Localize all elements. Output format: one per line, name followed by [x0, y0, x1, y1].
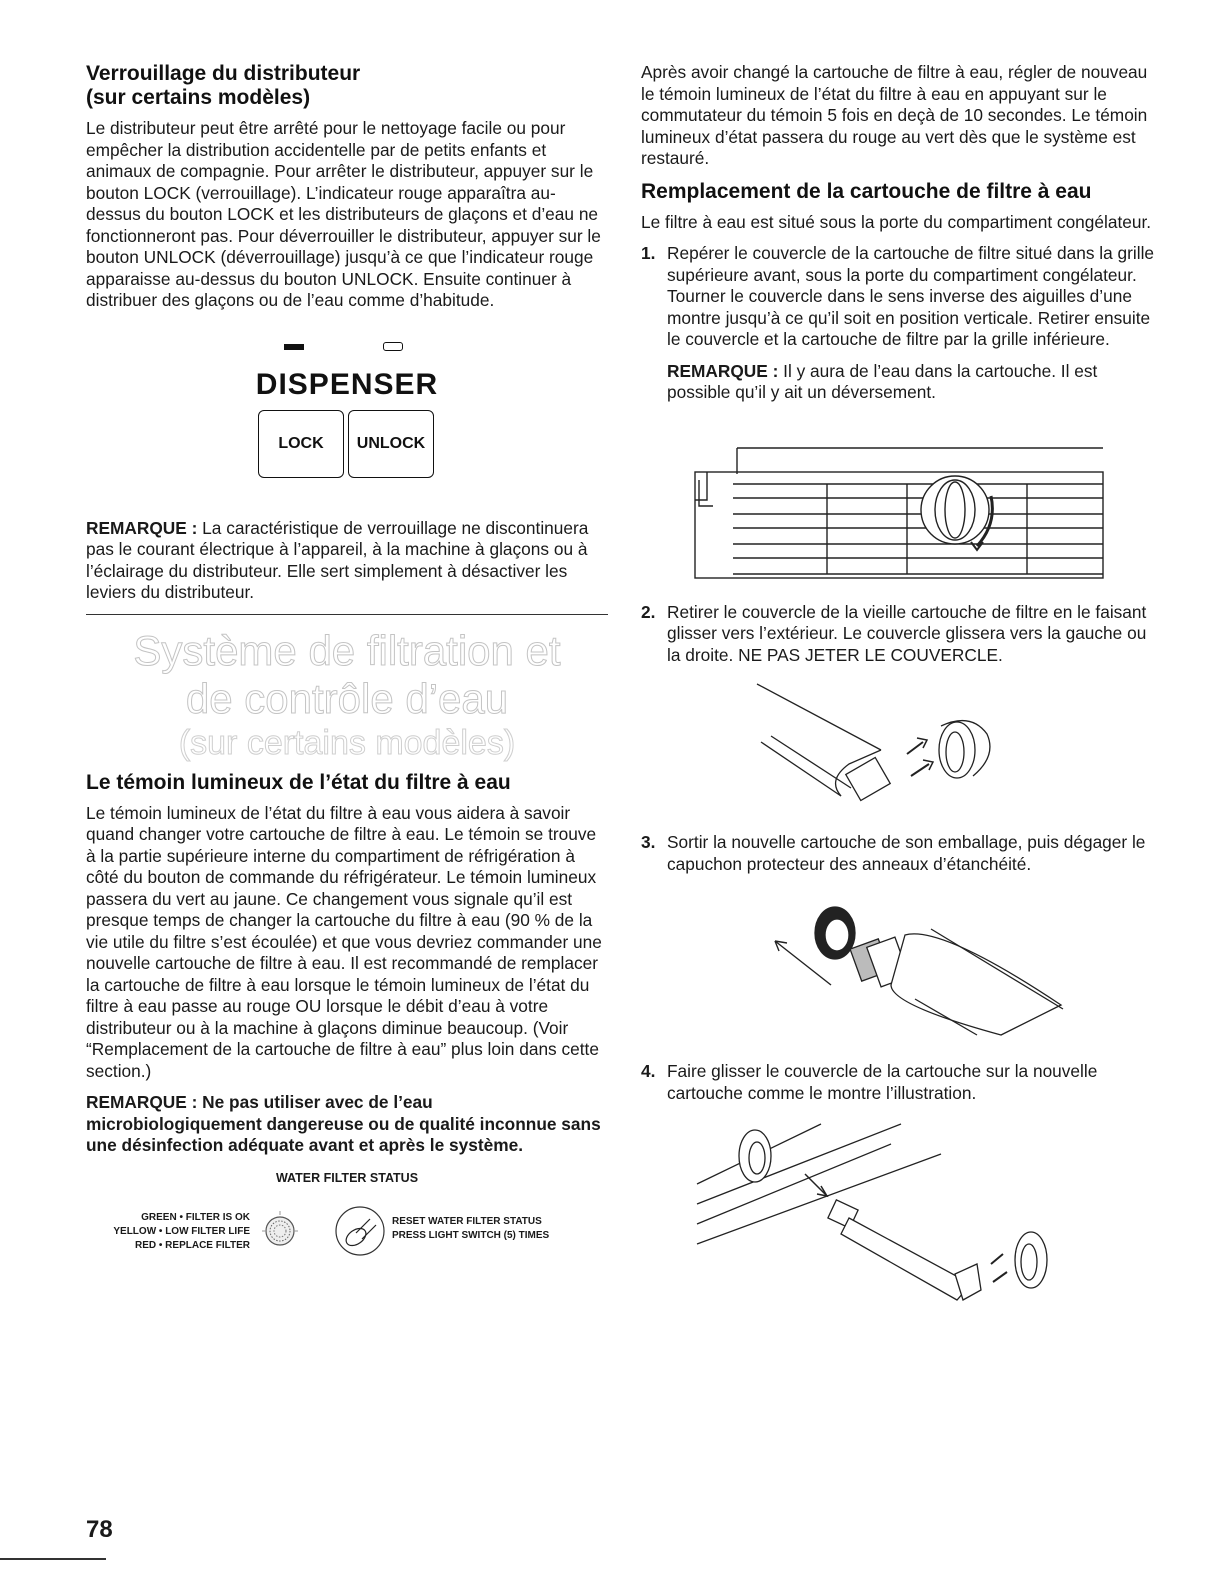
step-number: 3.	[641, 832, 656, 852]
step1-note-label: REMARQUE :	[667, 360, 779, 381]
unlock-indicator-icon	[383, 342, 403, 351]
lock-indicator-icon	[284, 344, 304, 350]
lock-button: LOCK	[258, 410, 344, 478]
replace-intro: Le filtre à eau est situé sous la porte du compartiment congélateur.	[641, 211, 1152, 232]
replace-title: Remplacement de la cartouche de filtre à eau	[641, 179, 1092, 203]
step-4	[641, 1061, 1163, 1104]
remove-cap-illustration	[641, 676, 1163, 820]
lock-note-label: REMARQUE :	[86, 517, 198, 538]
step-1	[641, 243, 1163, 351]
step-2	[641, 602, 1163, 667]
dispenser-panel	[86, 326, 608, 506]
reset-intro: Après avoir changé la cartouche de filtre à eau, régler de nouveau le témoin lumineux de l’état du filtre à eau en appuyant sur le commutateur du témoin 5 fois en deçà de 10 secondes. Le témoin lumineux d’état passera du rouge au vert dès que le système est restauré.	[641, 62, 1148, 168]
legend-yellow: YELLOW • LOW FILTER LIFE	[113, 1225, 250, 1237]
step-3	[641, 832, 1163, 875]
legend-red: RED • REPLACE FILTER	[135, 1239, 250, 1251]
step-number: 1.	[641, 243, 656, 263]
status-body: Le témoin lumineux de l’état du filtre à eau vous aidera à savoir quand changer votre cartouche de filtre à eau. Le témoin se trouve à la partie supérieure interne du compartiment de réfrigération à côté du bouton de commande du réfrigérateur. Le témoin lumineux passera du vert au jaune. Ce changement vous signale qu’il est presque temps de changer la cartouche du filtre à eau (90 % de la vie utile du filtre s’est écoulée) et que vous devriez commander une nouvelle cartouche de filtre à eau. Il est recommandé de remplacer la cartouche de filtre à eau lorsque le témoin lumineux de l’état du filtre à eau passe au rouge OU lorsque le débit d’eau à votre distributeur ou à la machine à glaçons diminue beaucoup. (Voir “Remplacement de la cartouche de filtre à eau” plus loin dans cette section.)	[86, 802, 602, 1081]
reset-line1: RESET WATER FILTER STATUS	[392, 1215, 542, 1227]
page-number: 78	[86, 1516, 113, 1543]
light-switch-icon	[332, 1201, 386, 1259]
lock-note-text: La caractéristique de verrouillage ne discontinuera pas le courant électrique à l’appareil, à la machine à glaçons ou à l’éclairage du distributeur. Elle sert simplement à désactiver les leviers du distributeur.	[86, 517, 589, 602]
dispenser-title: DISPENSER	[255, 367, 439, 401]
water-filter-status-title: WATER FILTER STATUS	[275, 1170, 419, 1185]
replace-steps-cont2	[641, 832, 1163, 875]
legend-green: GREEN • FILTER IS OK	[141, 1211, 250, 1223]
unlock-button: UNLOCK	[348, 410, 434, 478]
system-heading-line3: (sur certains modèles)	[178, 723, 516, 762]
step-number: 4.	[641, 1061, 656, 1081]
install-cap-illustration	[641, 1114, 1163, 1304]
right-column	[641, 62, 1163, 1304]
status-section-title: Le témoin lumineux de l’état du filtre à eau	[86, 770, 511, 794]
replace-steps	[641, 243, 1163, 351]
footer-rule	[0, 1558, 106, 1560]
replace-steps-cont3	[641, 1061, 1163, 1104]
system-heading-line2: de contrôle d’eau	[185, 674, 509, 722]
replace-steps-cont	[641, 602, 1163, 667]
new-cartridge-illustration	[641, 885, 1163, 1045]
lock-title-line2: (sur certains modèles)	[86, 86, 311, 109]
grille-illustration	[641, 414, 1163, 584]
water-filter-status-panel	[86, 1171, 608, 1281]
step-text: Retirer le couvercle de la vieille cartouche de filtre en le faisant glisser vers l’extérieur. Le couvercle glissera vers la gauche ou la droite. NE PAS JETER LE COUVERCLE.	[667, 601, 1147, 665]
lock-note	[86, 518, 608, 604]
step-text: Repérer le couvercle de la cartouche de filtre situé dans la grille supérieure avant, sous la porte du compartiment congélateur. Tourner le couvercle dans le sens inverse des aiguilles d’une montre jusqu’à ce qu’il soit en position verticale. Retirer ensuite le couvercle et la cartouche de filtre par la grille inférieure.	[667, 243, 1155, 349]
reset-line2: PRESS LIGHT SWITCH (5) TIMES	[392, 1229, 550, 1241]
step-text: Faire glisser le couvercle de la cartouche sur la nouvelle cartouche comme le montre l’illustration.	[667, 1061, 1098, 1103]
lock-body: Le distributeur peut être arrêté pour le nettoyage facile ou pour empêcher la distribution accidentelle par de petits enfants et animaux de compagnie. Pour arrêter le distributeur, appuyer sur le bouton LOCK (verrouillage). L’indicateur rouge apparaîtra au-dessus du bouton LOCK et les distributeurs de glaçons et d’eau ne fonctionneront pas. Pour déverrouiller le distributeur, appuyer sur le bouton UNLOCK (déverrouillage) jusqu’à ce que l’indicateur rouge apparaisse au-dessus du bouton UNLOCK. Ensuite continuer à distribuer des glaçons ou de l’eau comme d’habitude.	[86, 118, 601, 310]
reset-instructions	[392, 1215, 549, 1243]
left-column	[86, 62, 608, 1281]
step-number: 2.	[641, 601, 656, 622]
step1-note	[641, 361, 1163, 404]
status-light-icon	[256, 1207, 306, 1253]
step-text: Sortir la nouvelle cartouche de son emballage, puis dégager le capuchon protecteur des anneaux d’étanchéité.	[667, 832, 1146, 874]
step1-note-text: Il y aura de l’eau dans la cartouche. Il est possible qu’il y ait un déversement.	[667, 360, 1098, 402]
lock-section-title	[86, 62, 608, 110]
system-heading-line1: Système de filtration et	[133, 626, 561, 674]
lock-title-line1: Verrouillage du distributeur	[86, 62, 361, 85]
status-warning: REMARQUE : Ne pas utiliser avec de l’eau microbiologiquement dangereuse ou de qualité inconnue sans une désinfection adéquate avant et après le système.	[86, 1092, 601, 1155]
section-divider	[86, 614, 608, 615]
status-legend	[86, 1211, 250, 1253]
